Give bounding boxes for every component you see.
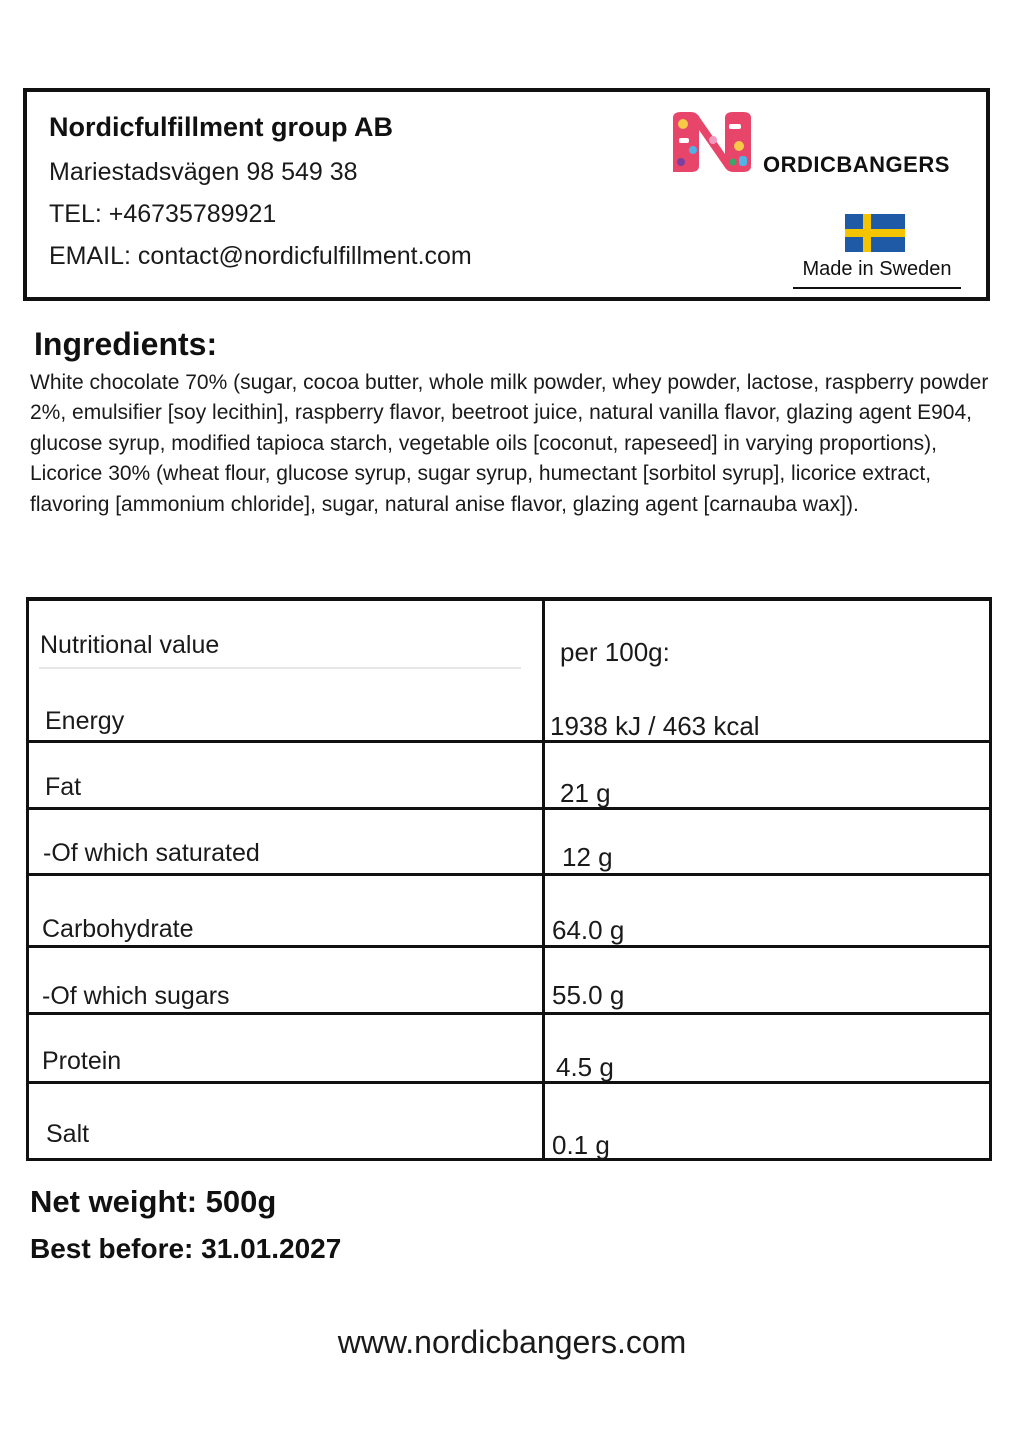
company-info-box bbox=[23, 88, 990, 301]
nutrition-row-label-sugars: -Of which sugars bbox=[42, 982, 230, 1010]
nutrition-row-value-salt: 0.1 g bbox=[552, 1130, 610, 1160]
company-name: Nordicfulfillment group AB bbox=[49, 112, 393, 142]
nutrition-row-label-fat: Fat bbox=[45, 773, 82, 801]
nutrition-row-value-fat: 21 g bbox=[560, 778, 611, 808]
ingredients-white-chocolate: White chocolate 70% (sugar, cocoa butter, whole milk powder, whey powder, lactose, raspberry powder 2%, emulsifier [soy lecithin], raspberry flavor, beetroot juice, natural vanilla flavor, glazing agent E904, glucose syrup, modified tapioca starch, vegetable oils [coconut, rapeseed] in varying proportions), bbox=[30, 371, 989, 455]
table-row-divider bbox=[29, 1081, 989, 1084]
nutrition-row-label-protein: Protein bbox=[42, 1047, 122, 1075]
best-before-date: Best before: 31.01.2027 bbox=[30, 1233, 342, 1264]
header-underline bbox=[39, 667, 521, 669]
logo-candy-n-icon bbox=[669, 110, 755, 174]
nutrition-row-value-saturated: 12 g bbox=[562, 842, 613, 872]
table-row-divider bbox=[29, 1012, 989, 1015]
table-row-divider bbox=[29, 873, 989, 876]
nutrition-header-label: Nutritional value bbox=[40, 631, 220, 659]
table-row-divider bbox=[29, 740, 989, 743]
nutrition-header-value: per 100g: bbox=[560, 637, 670, 667]
made-in-sweden-label: Made in Sweden bbox=[793, 258, 961, 289]
nutrition-row-value-sugars: 55.0 g bbox=[552, 980, 625, 1010]
nordicbangers-logo bbox=[669, 110, 969, 180]
nutrition-table bbox=[26, 597, 992, 1161]
nutrition-row-value-protein: 4.5 g bbox=[556, 1052, 614, 1082]
ingredients-licorice: Licorice 30% (wheat flour, glucose syrup, sugar syrup, humectant [sorbitol syrup], licorice extract, flavoring [ammonium chloride], sugar, natural anise flavor, glazing agent [carnauba wax]). bbox=[30, 462, 932, 516]
nutrition-row-value-energy: 1938 kJ / 463 kcal bbox=[550, 711, 760, 741]
logo-wordmark: ORDICBANGERS bbox=[763, 152, 950, 177]
company-address: Mariestadsvägen 98 549 38 bbox=[49, 158, 358, 186]
company-phone: TEL: +46735789921 bbox=[49, 200, 277, 228]
nutrition-row-label-salt: Salt bbox=[46, 1120, 90, 1148]
table-row-divider bbox=[29, 945, 989, 948]
nutrition-row-label-saturated: -Of which saturated bbox=[43, 839, 260, 867]
table-row-divider bbox=[29, 807, 989, 810]
ingredients-text bbox=[30, 368, 1000, 520]
company-email: EMAIL: contact@nordicfulfillment.com bbox=[49, 242, 472, 270]
nutrition-row-label-energy: Energy bbox=[45, 707, 125, 735]
ingredients-heading: Ingredients: bbox=[34, 326, 218, 362]
nutrition-row-value-carbohydrate: 64.0 g bbox=[552, 915, 625, 945]
sweden-flag-icon bbox=[845, 214, 905, 252]
website-url: www.nordicbangers.com bbox=[337, 1324, 687, 1360]
net-weight: Net weight: 500g bbox=[30, 1184, 277, 1219]
table-column-divider bbox=[542, 601, 545, 1158]
nutrition-row-label-carbohydrate: Carbohydrate bbox=[42, 915, 194, 943]
